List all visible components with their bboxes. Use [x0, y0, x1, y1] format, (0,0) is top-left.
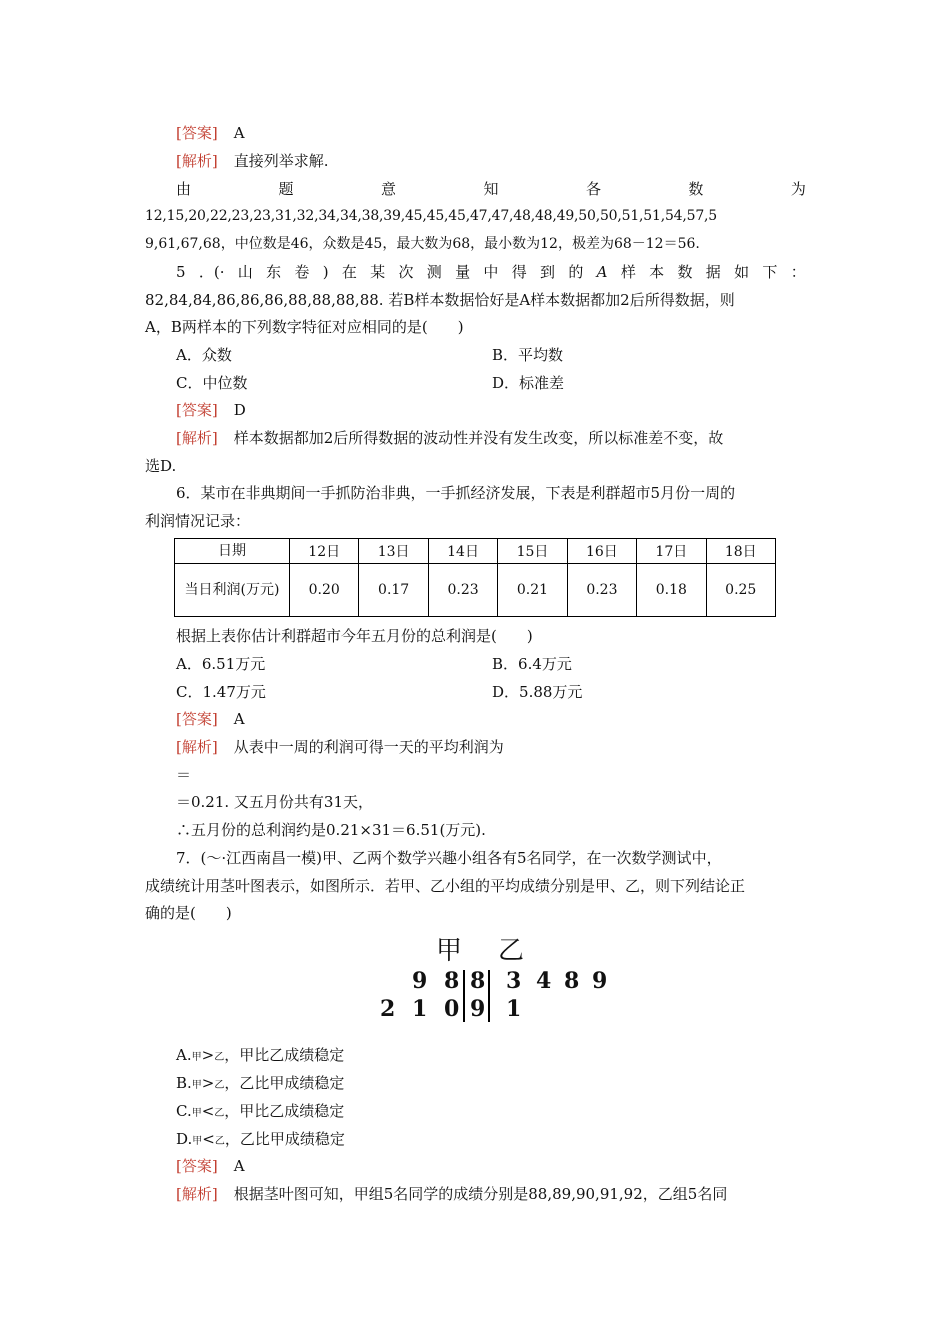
word: 5 [176, 263, 186, 281]
q7-option-b[interactable] [176, 1073, 808, 1096]
q7-line1: 7．(～·江西南昌一模)甲、乙两个数学兴趣小组各有5名同学，在一次数学测试中， [176, 849, 722, 867]
q6-question: 根据上表你估计利群超市今年五月份的总利润是( ) [176, 627, 533, 645]
answer-value: A [233, 1157, 245, 1175]
option-letter: A. [176, 1046, 192, 1064]
word: 意 [380, 180, 396, 198]
q5-option-d[interactable]: D．标准差 [492, 374, 565, 392]
q4-answer [176, 123, 808, 143]
table-value-cell: 0.21 [498, 564, 567, 617]
table-value-cell: 0.23 [567, 564, 636, 617]
table-date-cell: 14日 [428, 539, 497, 564]
leaf: 4 [536, 968, 552, 994]
q5-options-row1 [176, 345, 808, 365]
table-value-cell: 0.23 [428, 564, 497, 617]
option-text: ，甲比乙成绩稳定 [224, 1102, 345, 1120]
q6-option-d[interactable]: D．5.88万元 [492, 683, 583, 701]
analysis-text: 根据茎叶图可知，甲组5名同学的成绩分别是88,89,90,91,92，乙组5名同 [233, 1185, 728, 1203]
word: ： [790, 263, 806, 281]
q6-option-c[interactable]: C．1.47万元 [176, 683, 266, 701]
q5-analysis-cont: 选D. [145, 457, 177, 475]
right-header: 乙 [498, 936, 525, 966]
leaf: 1 [506, 996, 522, 1022]
stem-leaf-plot [374, 930, 614, 1030]
subscript: 甲 [191, 1108, 202, 1119]
leaf: 9 [592, 968, 608, 994]
word: 的 [568, 263, 584, 281]
analysis-text: 样本数据都加2后所得数据的波动性并没有发生改变，所以标准差不变，故 [233, 429, 724, 447]
subscript: 甲 [192, 1136, 203, 1147]
word: 为 [790, 180, 806, 198]
table-header-cell: 日期 [175, 539, 290, 564]
q5-option-b[interactable]: B．平均数 [492, 346, 564, 364]
profit-table [174, 538, 776, 617]
option-letter: B. [176, 1074, 192, 1092]
leaf: 1 [412, 996, 428, 1022]
table-row [175, 564, 776, 617]
word: 测 [426, 263, 442, 281]
word: A [596, 263, 608, 281]
word: 某 [370, 263, 386, 281]
answer-tag: [答案] [176, 401, 218, 419]
analysis-tag: [解析] [176, 152, 218, 170]
q4-justified-line [176, 179, 806, 199]
leaf: 3 [506, 968, 522, 994]
q5-option-a[interactable]: A．众数 [176, 346, 232, 364]
word: 由 [176, 180, 192, 198]
word: 样 [620, 263, 636, 281]
word: 东 [266, 263, 282, 281]
q7-option-c[interactable] [176, 1101, 808, 1124]
analysis-tag: [解析] [176, 738, 218, 756]
word: 数 [677, 263, 693, 281]
operator: < [201, 1102, 215, 1120]
left-header: 甲 [436, 936, 463, 966]
word: 各 [585, 180, 601, 198]
q7-option-a[interactable] [176, 1045, 808, 1068]
table-value-cell: 0.18 [637, 564, 706, 617]
subscript: 乙 [214, 1136, 225, 1147]
q6-answer [176, 709, 808, 729]
q5-line2: 82,84,84,86,86,86,88,88,88,88. 若B样本数据恰好是A样本数据都加2后所得数据，则 [145, 291, 735, 309]
table-date-cell: 13日 [359, 539, 428, 564]
word: 量 [455, 263, 471, 281]
word: ) [322, 263, 329, 281]
option-text: ，乙比甲成绩稳定 [224, 1130, 345, 1148]
q6-eq2: ＝0.21. 又五月份共有31天， [176, 793, 374, 811]
operator: > [201, 1074, 215, 1092]
answer-value: A [233, 124, 245, 142]
answer-tag: [答案] [176, 124, 218, 142]
subscript: 乙 [214, 1080, 225, 1091]
q7-analysis [176, 1184, 808, 1204]
leaf: 9 [412, 968, 428, 994]
leaf: 0 [444, 996, 460, 1022]
option-letter: C. [176, 1102, 192, 1120]
table-date-cell: 12日 [290, 539, 359, 564]
word: ．(· [198, 263, 225, 281]
word: 数 [688, 180, 704, 198]
q6-option-a[interactable]: A．6.51万元 [176, 655, 266, 673]
q5-answer [176, 400, 808, 420]
answer-tag: [答案] [176, 1157, 218, 1175]
analysis-tag: [解析] [176, 429, 218, 447]
q5-head-line [176, 262, 806, 282]
word: 知 [483, 180, 499, 198]
table-date-cell: 15日 [498, 539, 567, 564]
subscript: 乙 [214, 1052, 225, 1063]
q6-eq3: ∴五月份的总利润约是0.21×31＝6.51(万元). [176, 821, 486, 839]
answer-tag: [答案] [176, 710, 218, 728]
subscript: 乙 [214, 1108, 225, 1119]
q6-line2: 利润情况记录： [145, 512, 251, 530]
word: 在 [341, 263, 357, 281]
q6-eq1: ＝ [176, 766, 192, 784]
leaf: 8 [444, 968, 460, 994]
q7-answer [176, 1156, 808, 1176]
q4-data-line2: 9,61,67,68，中位数是46，众数是45，最大数为68，最小数为12，极差为68－12＝56. [145, 236, 700, 252]
word: 得 [511, 263, 527, 281]
q7-line3: 确的是( ) [145, 904, 232, 922]
q6-option-b[interactable]: B．6.4万元 [492, 655, 572, 673]
analysis-text: 从表中一周的利润可得一天的平均利润为 [233, 738, 504, 756]
q6-options-row2 [176, 682, 808, 702]
leaf: 8 [564, 968, 580, 994]
word: 本 [649, 263, 665, 281]
table-header-cell: 当日利润(万元) [175, 564, 290, 617]
word: 据 [705, 263, 721, 281]
table-row [175, 539, 776, 564]
operator: < [202, 1130, 215, 1148]
word: 下 [762, 263, 778, 281]
answer-value: D [233, 401, 246, 419]
divider [463, 970, 465, 1022]
analysis-tag: [解析] [176, 1185, 218, 1203]
operator: > [201, 1046, 215, 1064]
word: 次 [398, 263, 414, 281]
q6-options-row1 [176, 654, 808, 674]
q5-line3: A，B两样本的下列数字特征对应相同的是( ) [145, 318, 464, 336]
table-date-cell: 16日 [567, 539, 636, 564]
table-value-cell: 0.25 [706, 564, 775, 617]
q6-analysis [176, 737, 808, 757]
q7-option-d[interactable] [176, 1129, 808, 1152]
option-letter: D. [176, 1130, 193, 1148]
stem: 8 [470, 968, 486, 994]
word: 如 [734, 263, 750, 281]
word: 山 [237, 263, 253, 281]
word: 到 [540, 263, 556, 281]
option-text: ，甲比乙成绩稳定 [224, 1046, 345, 1064]
word: 中 [483, 263, 499, 281]
analysis-text: 直接列举求解. [233, 152, 329, 170]
table-value-cell: 0.17 [359, 564, 428, 617]
q7-line2: 成绩统计用茎叶图表示，如图所示．若甲、乙小组的平均成绩分别是甲、乙，则下列结论正 [145, 877, 746, 895]
table-date-cell: 17日 [637, 539, 706, 564]
subscript: 甲 [191, 1080, 202, 1091]
table-date-cell: 18日 [706, 539, 775, 564]
q5-analysis [176, 428, 808, 448]
word: 题 [278, 180, 294, 198]
word: 卷 [294, 263, 310, 281]
leaf: 2 [380, 996, 396, 1022]
q4-data-line1: 12,15,20,22,23,23,31,32,34,34,38,39,45,45,45,47,47,48,48,49,50,50,51,51,54,57,5 [145, 208, 717, 224]
answer-value: A [233, 710, 245, 728]
stem: 9 [470, 996, 486, 1022]
divider [488, 970, 490, 1022]
q6-line1: 6．某市在非典期间一手抓防治非典，一手抓经济发展，下表是利群超市5月份一周的 [176, 484, 736, 502]
q5-options-row2 [176, 373, 808, 393]
q4-analysis [176, 151, 808, 171]
table-value-cell: 0.20 [290, 564, 359, 617]
subscript: 甲 [191, 1052, 202, 1063]
q5-option-c[interactable]: C．中位数 [176, 374, 248, 392]
option-text: ，乙比甲成绩稳定 [224, 1074, 345, 1092]
